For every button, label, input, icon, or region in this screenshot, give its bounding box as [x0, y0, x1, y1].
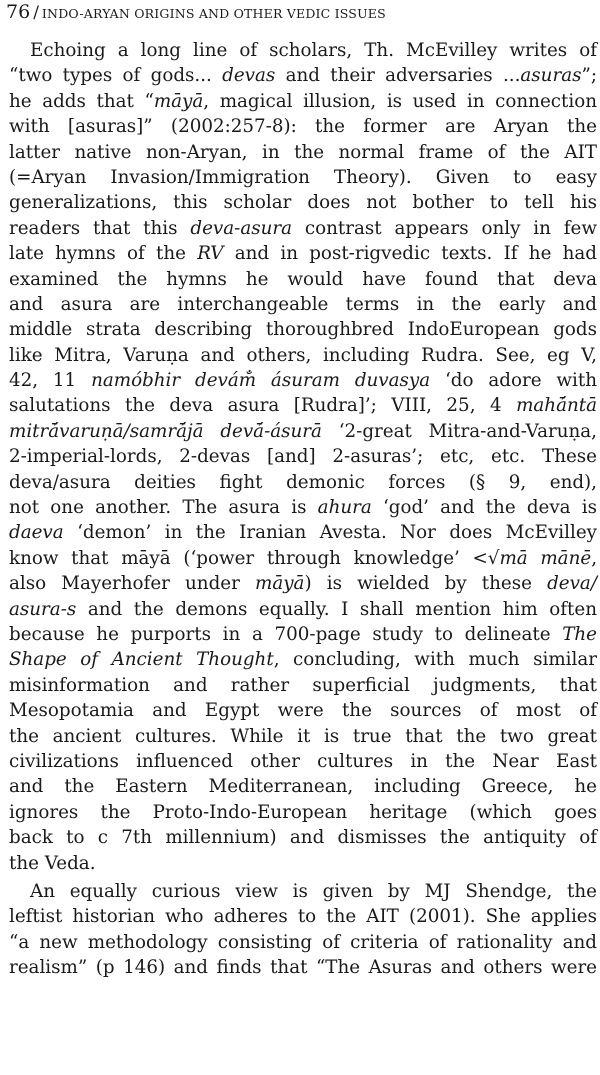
text-run: and asura are interchangeable terms in the early and [9, 293, 597, 315]
text-line [9, 368, 597, 393]
italic-run: asura-s [9, 598, 77, 620]
italic-run: The [562, 623, 597, 645]
text-run: not one another. The asura is [9, 497, 318, 519]
text-run: 42, 11 [9, 370, 92, 392]
text-run: the ancient cultures. While it is true that the two great [9, 725, 597, 747]
text-run: because he purports in a 700-page study to delineate [9, 623, 563, 645]
text-line [9, 673, 597, 698]
italic-run: deva-asura [190, 217, 293, 239]
italic-run: asuras [520, 65, 582, 87]
text-run: and the Eastern Mediterranean, including Greece, he [9, 776, 597, 798]
text-line [9, 444, 597, 469]
text-run: and their adversaries ... [275, 65, 521, 87]
text-line [9, 393, 597, 418]
italic-run: mitrā́varuṇā/samrā́jā devā́-ásurā [9, 420, 322, 442]
text-run: Echoing a long line of scholars, Th. McEvilley writes of [30, 40, 597, 61]
text-run: ”; [581, 65, 597, 87]
text-line [9, 851, 597, 876]
text-line [9, 114, 597, 139]
text-line [9, 879, 597, 904]
text-line [9, 241, 597, 266]
text-line [9, 622, 597, 647]
text-line [9, 825, 597, 850]
text-line [9, 165, 597, 190]
paragraph-1 [9, 38, 597, 876]
italic-run: māyā [153, 90, 204, 112]
text-run: he adds that “ [9, 90, 154, 112]
text-run: middle strata describing thoroughbred IndoEuropean gods [9, 319, 597, 341]
text-run: 2-imperial-lords, 2-devas [and] 2-asuras’; etc, etc. These [9, 446, 597, 468]
text-run: salutations the deva asura [Rudra]’; VIII, 25, 4 [9, 395, 517, 417]
text-line [9, 520, 597, 545]
text-run: and the demons equally. I shall mention him often [76, 598, 597, 620]
text-run: leftist historian who adheres to the AIT (2001). She applies [9, 906, 597, 928]
text-line [9, 292, 597, 317]
text-line [9, 317, 597, 342]
italic-run: devas [222, 65, 276, 87]
text-line [9, 343, 597, 368]
text-run: realism” (p 146) and finds that “The Asuras and others were [9, 957, 597, 979]
text-run: readers that this [9, 217, 191, 239]
text-run: contrast appears only in few [292, 217, 597, 239]
text-line [9, 63, 597, 88]
text-run: “a new methodology consisting of criteria of rationality and [9, 931, 597, 953]
text-run: ignores the Proto-Indo-European heritage (which goes [9, 801, 597, 823]
text-run: with [asuras]” (2002:257-8): the former are Aryan the [9, 116, 597, 138]
text-line [9, 216, 597, 241]
text-line [9, 698, 597, 723]
text-run: know that māyā (‘power through knowledge’ <√ [9, 547, 500, 569]
text-line [9, 774, 597, 799]
text-line [9, 89, 597, 114]
text-run: , magical illusion, is used in connection [203, 90, 597, 112]
text-line [9, 800, 597, 825]
text-run: ) is wielded by these [304, 573, 548, 595]
text-run: (=Aryan Invasion/Immigration Theory). Given to easy [9, 166, 597, 188]
italic-run: Shape of Ancient Thought [9, 649, 274, 671]
text-line [9, 597, 597, 622]
text-run: ‘do adore with [430, 370, 598, 392]
text-run: An equally curious view is given by MJ Shendge, the [30, 880, 597, 902]
italic-run: ahura [317, 497, 372, 519]
italic-run: mahā́ntā [516, 395, 597, 417]
italic-run: daeva [9, 522, 64, 544]
text-line [9, 904, 597, 929]
text-line [9, 955, 597, 980]
page-number: 76 [6, 1, 31, 23]
italic-run: namóbhir devám̐ ásuram duvasya [91, 370, 431, 392]
italic-run: mā mānē [499, 547, 592, 569]
text-run: back to c 7th millennium) and dismisses the antiquity of [9, 827, 597, 849]
text-run: and in post-rigvedic texts. If he had [223, 243, 597, 265]
text-run: Mesopotamia and Egypt were the sources of most of [9, 700, 597, 722]
text-line [9, 38, 597, 63]
body-text [9, 38, 597, 980]
text-line [9, 495, 597, 520]
text-run: latter native non-Aryan, in the normal frame of the AIT [9, 141, 597, 163]
text-line [9, 930, 597, 955]
header-separator: / [33, 3, 39, 23]
paragraph-2 [9, 879, 597, 981]
text-run: also Mayerhofer under [9, 573, 255, 595]
italic-run: māyā [254, 573, 305, 595]
running-header [6, 2, 386, 24]
text-line [9, 470, 597, 495]
text-line [9, 190, 597, 215]
text-run: late hymns of the [9, 243, 198, 265]
text-line [9, 647, 597, 672]
text-run: the Veda. [9, 852, 96, 874]
text-run: misinformation and rather superficial judgments, that [9, 674, 597, 696]
italic-run: RV [197, 243, 224, 265]
text-line [9, 140, 597, 165]
text-line [9, 419, 597, 444]
text-run: like Mitra, Varuṇa and others, including Rudra. See, eg V, [9, 344, 597, 366]
text-run: examined the hymns he would have found that deva [9, 268, 597, 290]
text-line [9, 571, 597, 596]
text-run: , concluding, with much similar [273, 649, 598, 671]
text-run: , [591, 547, 597, 569]
text-run: ‘demon’ in the Iranian Avesta. Nor does McEvilley [63, 522, 597, 544]
text-run: civilizations influenced other cultures in the Near East [9, 750, 597, 772]
text-line [9, 546, 597, 571]
running-title: INDO-ARYAN ORIGINS AND OTHER VEDIC ISSUES [41, 6, 386, 21]
text-run: ‘2-great Mitra-and-Varuṇa, [321, 420, 597, 442]
italic-run: deva/ [547, 573, 597, 595]
text-line [9, 724, 597, 749]
text-run: deva/asura deities fight demonic forces (§ 9, end), [9, 471, 597, 493]
text-line [9, 749, 597, 774]
text-run: ‘god’ and the deva is [371, 497, 597, 519]
text-run: “two types of gods... [9, 65, 223, 87]
text-run: generalizations, this scholar does not bother to tell his [9, 192, 597, 214]
text-line [9, 267, 597, 292]
